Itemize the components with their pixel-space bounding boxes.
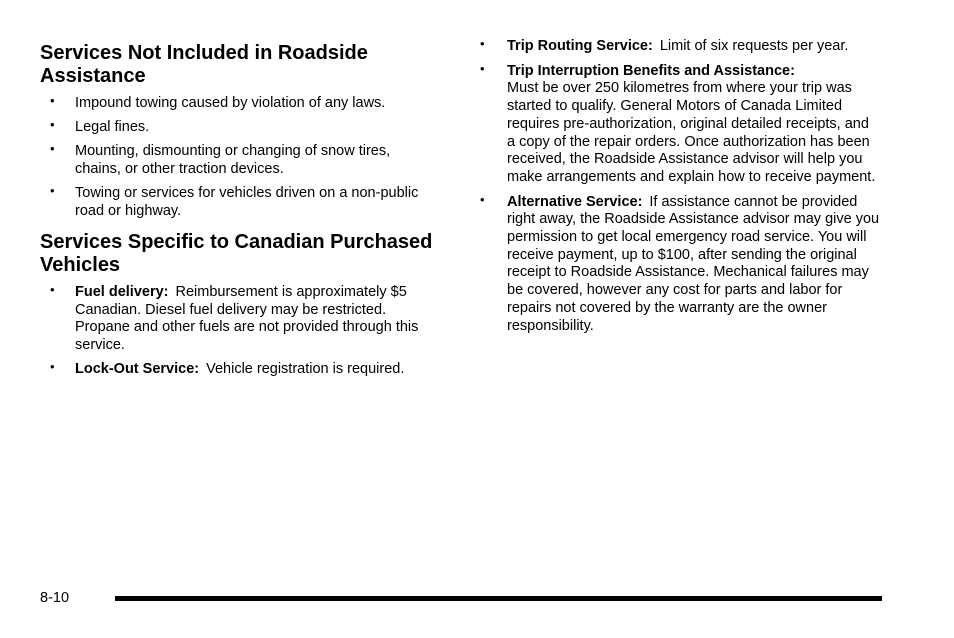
bullet-icon: • [480, 191, 485, 207]
list-item-term: Fuel delivery: [75, 284, 169, 300]
list-item-term: Trip Interruption Benefits and Assistance: [507, 62, 795, 79]
list-item-term: Lock-Out Service: [75, 361, 200, 378]
list-item [40, 95, 435, 113]
bullet-icon: • [480, 60, 485, 76]
bullet-icon: • [50, 183, 55, 199]
list-item-text: Impound towing caused by violation of any laws. [75, 95, 386, 111]
list-item-text: Legal fines. [75, 119, 150, 136]
bullet-icon: • [50, 282, 55, 297]
list-item [480, 191, 880, 336]
list-item-term: Trip Routing Service: [507, 38, 653, 54]
bullet-list-canadian [40, 284, 435, 386]
page-number: 8-10 [40, 590, 70, 606]
list-item-text: Towing or services for vehicles driven on a non-public road or highway. [75, 185, 419, 220]
section-heading-canadian: Services Specific to Canadian Purchased Vehicles [40, 231, 433, 276]
list-item-text: Limit of six requests per year. [659, 38, 849, 54]
bullet-icon: • [480, 36, 485, 51]
list-item [40, 143, 435, 178]
list-item [40, 185, 435, 220]
section-heading-not-included: Services Not Included in Roadside Assistance [40, 42, 368, 87]
bullet-icon: • [50, 359, 55, 375]
bullet-icon: • [50, 93, 55, 108]
list-item [480, 38, 880, 56]
list-item [40, 284, 435, 355]
list-item [40, 361, 435, 379]
list-item [480, 60, 880, 187]
bullet-list-not-included [40, 95, 435, 227]
list-item-text: Reimbursement is approximately $5 Canadian. Diesel fuel delivery may be restricted. Propane and other fuels are not provided through this service. [75, 284, 419, 354]
list-item-text: If assistance cannot be provided right away, the Roadside Assistance advisor may give you permission to get local emergency road service. You will receive payment, up to $100, after sending the original receipt to Roadside Assistance. Mechanical failures may be covered, however any cost for parts and labor for repairs not covered by the warranty are the owner responsibility. [507, 193, 880, 334]
bullet-icon: • [50, 117, 55, 133]
bullet-icon: • [50, 141, 55, 157]
list-item-text: Vehicle registration is required. [206, 361, 405, 378]
bullet-list-services [480, 38, 880, 342]
footer-rule [115, 596, 882, 601]
list-item-term: Alternative Service: [507, 193, 643, 210]
list-item [40, 119, 435, 137]
list-item-text: Mounting, dismounting or changing of snow tires, chains, or other traction devices. [75, 143, 391, 178]
list-item-text: Must be over 250 kilometres from where your trip was started to qualify. General Motors of Canada Limited requires pre-authorization, original detailed receipts, and a copy of the repair orders. Once authorization has been received, the Roadside Assistance advisor will help you make arrangements and explain how to receive payment. [507, 80, 876, 185]
